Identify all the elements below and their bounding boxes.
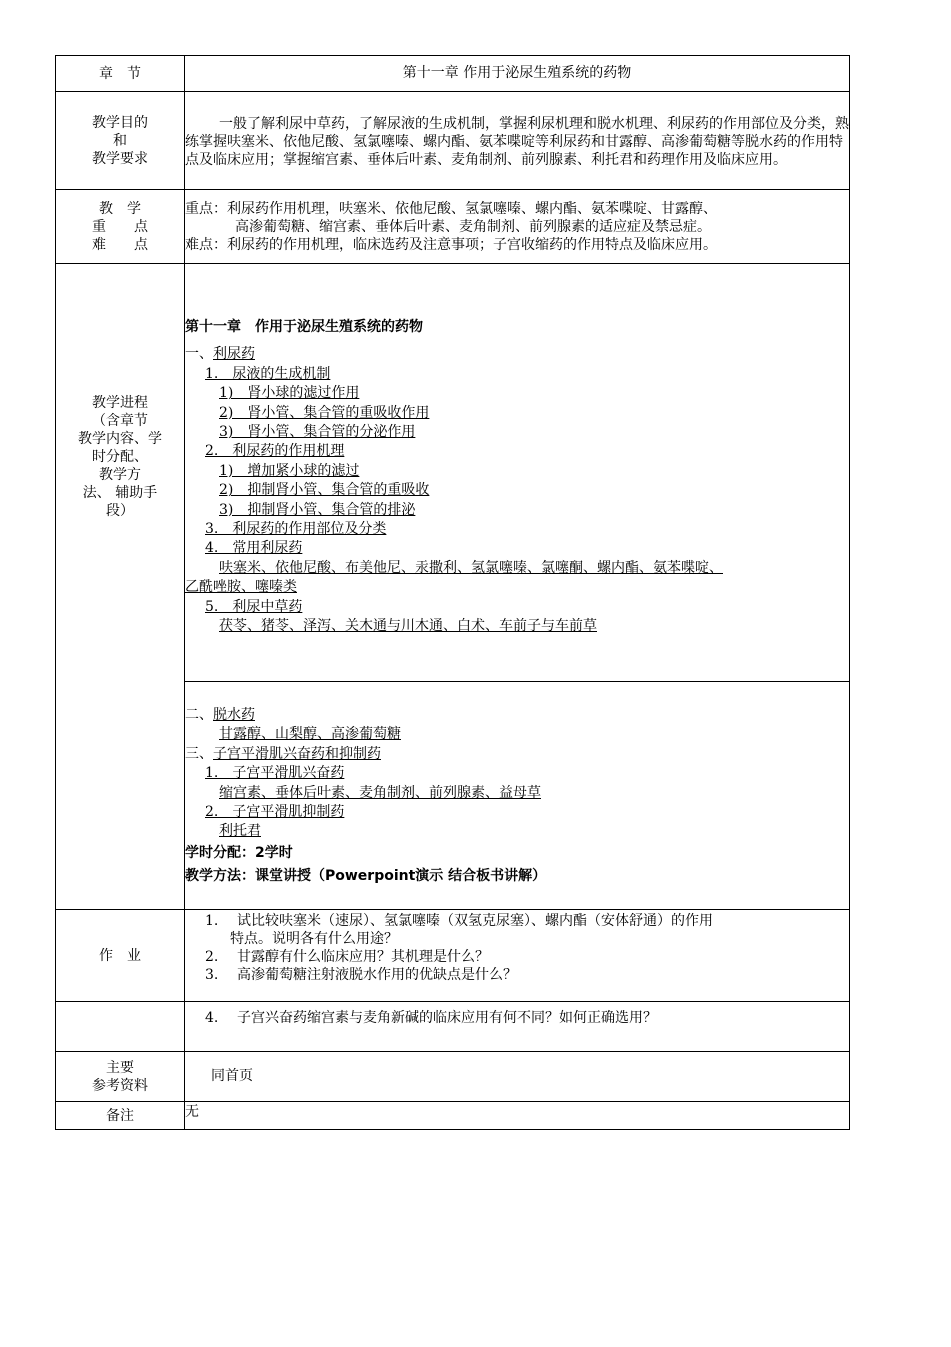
homework-item (185, 912, 849, 948)
goals-label-line: 教学要求 (92, 150, 148, 167)
homework-item-text: 试比较呋塞米（速尿）、氢氯噻嗪（双氢克尿塞）、螺内酯（安体舒通）的作用 (237, 913, 713, 929)
section-3-title: 子宫平滑肌兴奋药和抑制药 (213, 745, 381, 762)
herb-list-text: 茯苓、猪苓、泽泻、关木通与川木通、白术、车前子与车前草 (219, 618, 597, 635)
references-value: 同首页 (185, 1052, 850, 1102)
keypoints-row (56, 190, 850, 264)
section-1-5-text: 5. 利尿中草药 (205, 598, 303, 615)
homework-item-number: 4. (205, 1010, 219, 1026)
list-item-text: 1) 增加紧小球的滤过 (219, 462, 360, 479)
keypoints-text (185, 190, 850, 264)
chapter-value: 第十一章 作用于泌尿生殖系统的药物 (185, 56, 850, 92)
section-1-4-text: 4. 常用利尿药 (205, 540, 303, 557)
hours-allocation: 学时分配：2学时 (185, 844, 293, 861)
goals-text: 一般了解利尿中草药，了解尿液的生成机制，掌握利尿机理和脱水机理、利尿药的作用部位及分类，熟练掌握呋塞米、依他尼酸、氢氯噻嗪、螺内酯、氨苯喋啶等利尿药和甘露醇、高渗葡萄糖等脱水药的作用特点及临床应用；掌握缩宫素、垂体后叶素、麦角制剂、前列腺素、利托君和药理作用及临床应用。 (185, 92, 850, 190)
chapter-label: 章 节 (56, 56, 185, 92)
notes-label: 备注 (56, 1102, 185, 1130)
section-1-3 (185, 520, 849, 539)
progress-label-line: 段） (106, 502, 134, 519)
homework-item-text: 高渗葡萄糖注射液脱水作用的优缺点是什么？ (237, 967, 517, 983)
homework-row (56, 910, 850, 1002)
references-label-line: 主要 (106, 1059, 134, 1076)
diff-line (185, 236, 849, 254)
keypoints-label (56, 190, 185, 264)
section-3-2-text: 2. 子宫平滑肌抑制药 (205, 804, 345, 821)
list-item (185, 462, 849, 481)
section-3 (185, 745, 849, 764)
homework-item-text-cont: 特点。说明各有什么用途？ (230, 931, 398, 947)
progress-title: 第十一章 作用于泌尿生殖系统的药物 (185, 319, 423, 335)
list-item-text: 1) 肾小球的滤过作用 (219, 385, 360, 402)
keypoints-label-line: 难 点 (92, 236, 148, 253)
homework-item-text: 甘露醇有什么临床应用？其机理是什么？ (237, 949, 489, 965)
section-3-2 (185, 803, 849, 822)
progress-content-2 (185, 682, 850, 910)
list-item-text: 2) 肾小管、集合管的重吸收作用 (219, 404, 430, 421)
goals-label-line: 和 (113, 132, 127, 149)
diff-prefix: 难点： (185, 236, 227, 253)
list-item (185, 404, 849, 423)
section-1-4 (185, 539, 849, 558)
list-item-text: 2) 抑制肾小管、集合管的重吸收 (219, 482, 430, 499)
section-1-1 (185, 365, 849, 384)
section-1-3-text: 3. 利尿药的作用部位及分类 (205, 521, 387, 538)
goals-row (56, 92, 850, 190)
keypoints-label-line: 教 学 (99, 200, 141, 217)
list-item (185, 481, 849, 500)
drug-list (185, 725, 849, 744)
homework-item (185, 948, 849, 966)
homework-item (185, 966, 849, 984)
homework-list (185, 910, 850, 1002)
progress-label-line: 教学进程 (92, 394, 148, 411)
progress-label-line: （含章节 (92, 412, 148, 429)
drug-list-cont (185, 578, 849, 597)
key-text-1: 利尿药作用机理，呋塞米、依他尼酸、氢氯噻嗪、螺内酯、氨苯喋啶、甘露醇、 (227, 200, 717, 217)
progress-row (56, 264, 850, 682)
section-1-5 (185, 598, 849, 617)
keypoints-label-line: 重 点 (92, 218, 148, 235)
homework-extra (185, 1002, 850, 1052)
section-1-2 (185, 442, 849, 461)
key-prefix: 重点： (185, 200, 227, 217)
homework-label: 作 业 (56, 910, 185, 1002)
section-3-1-text: 1. 子宫平滑肌兴奋药 (205, 765, 345, 782)
list-item (185, 384, 849, 403)
diff-text: 利尿药的作用机理，临床选药及注意事项；子宫收缩药的作用特点及临床应用。 (227, 236, 717, 253)
references-row (56, 1052, 850, 1102)
section-2-title: 脱水药 (213, 707, 255, 723)
homework-extra-row (56, 1002, 850, 1052)
drug-list (185, 559, 849, 578)
progress-label-line: 时分配、 (92, 448, 148, 465)
notes-row (56, 1102, 850, 1130)
homework-item-number: 3. (205, 967, 219, 983)
drug-list-text: 利托君 (219, 823, 261, 840)
section-1-1-text: 1. 尿液的生成机制 (205, 365, 331, 382)
section-1 (185, 345, 849, 364)
list-item (185, 501, 849, 520)
drug-list-text: 甘露醇、山梨醇、高渗葡萄糖 (219, 726, 401, 743)
homework-item (185, 1010, 849, 1028)
drug-list-cont-text: 乙酰唑胺、噻嗪类 (185, 579, 297, 596)
chapter-row (56, 56, 850, 92)
progress-label-line: 教学内容、学 (78, 430, 162, 447)
section-3-1 (185, 764, 849, 783)
progress-content-1 (185, 264, 850, 682)
progress-label (56, 264, 185, 910)
list-item-text: 3) 抑制肾小管、集合管的排泌 (219, 501, 416, 518)
section-1-title: 利尿药 (213, 346, 255, 363)
references-label (56, 1052, 185, 1102)
homework-extra-label (56, 1002, 185, 1052)
list-item-text: 3) 肾小管、集合管的分泌作用 (219, 424, 416, 441)
section-2 (185, 706, 849, 725)
drug-list (185, 784, 849, 803)
homework-item-text: 子宫兴奋药缩宫素与麦角新碱的临床应用有何不同？如何正确选用？ (237, 1010, 657, 1026)
section-2-prefix: 二、 (185, 707, 213, 723)
goals-label-line: 教学目的 (92, 114, 148, 131)
progress-label-line: 法、 辅助手 (82, 484, 158, 501)
drug-list-text: 呋塞米、依他尼酸、布美他尼、汞撒利、氢氯噻嗪、氯噻酮、螺内酯、氨苯喋啶、 (219, 559, 723, 576)
progress-label-line: 教学方 (99, 466, 141, 483)
herb-list (185, 617, 849, 636)
drug-list-text: 缩宫素、垂体后叶素、麦角制剂、前列腺素、益母草 (219, 784, 541, 801)
section-1-prefix: 一、 (185, 346, 213, 363)
teaching-method: 教学方法：课堂讲授（Powerpoint演示 结合板书讲解） (185, 868, 547, 885)
key-line-1 (185, 200, 849, 218)
section-1-2-text: 2. 利尿药的作用机理 (205, 443, 345, 460)
lesson-plan-table (55, 55, 850, 1130)
list-item (185, 423, 849, 442)
goals-label (56, 92, 185, 190)
key-text-2: 高渗葡萄糖、缩宫素、垂体后叶素、麦角制剂、前列腺素的适应症及禁忌症。 (235, 218, 711, 235)
drug-list (185, 822, 849, 841)
homework-item-number: 1. (205, 913, 219, 929)
homework-item-number: 2. (205, 949, 219, 965)
notes-value: 无 (185, 1102, 850, 1130)
references-label-line: 参考资料 (92, 1077, 148, 1094)
section-3-prefix: 三、 (185, 745, 213, 762)
